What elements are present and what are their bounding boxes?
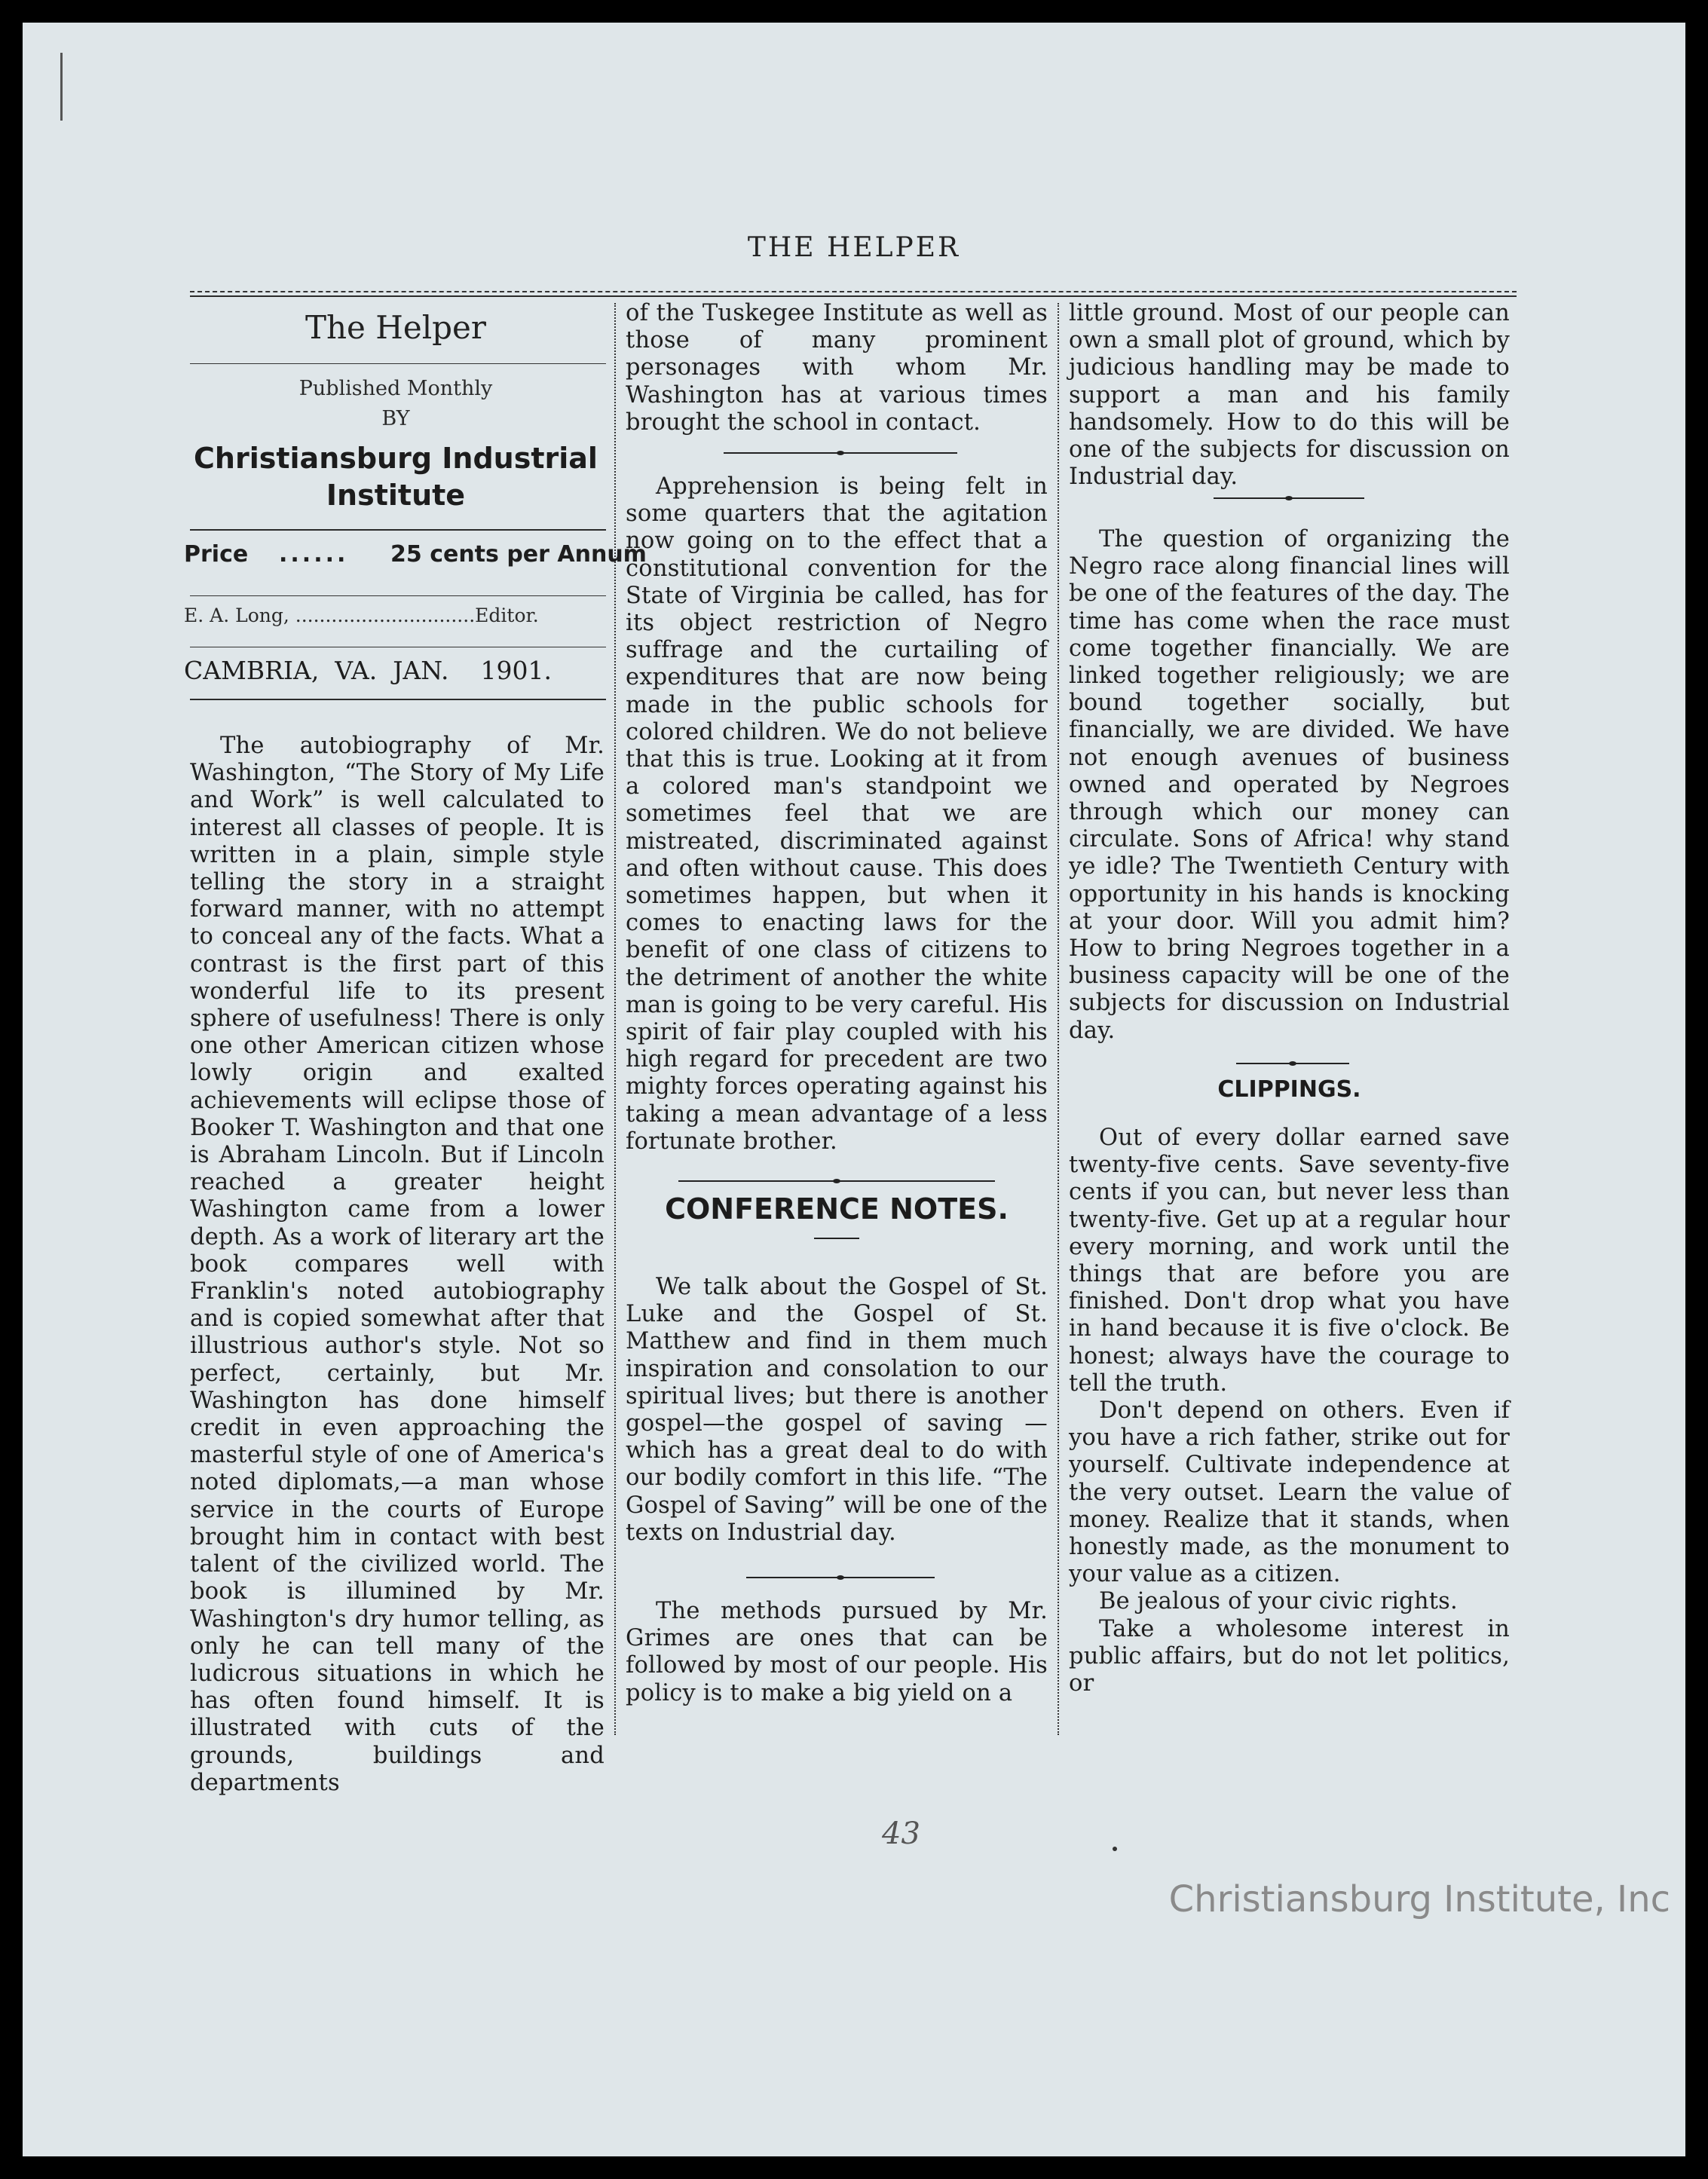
speck bbox=[1113, 1847, 1117, 1851]
article-grimes-text: The methods pursued by Mr. Grimes are ones that can be followed by most of our people. His policy is to make a big yield on a bbox=[626, 1598, 1048, 1706]
article-gospel-text: We talk about the Gospel of St. Luke and the Gospel of St. Matthew and find in them much inspiration and consolation to our spiritual lives; but there is another gospel—the gospel of saving —which has a great deal to do with our bodily comfort in this life. “The Gospel of Saving” will be one of the texts on Industrial day. bbox=[626, 1274, 1048, 1546]
top-rule bbox=[190, 291, 1517, 292]
dateline: CAMBRIA, VA. JAN. 1901. bbox=[184, 656, 552, 685]
scanned-page bbox=[23, 23, 1685, 2156]
price-value: 25 cents per Annum bbox=[390, 541, 647, 568]
separator-dot bbox=[1285, 496, 1293, 500]
heading-underline bbox=[814, 1238, 859, 1239]
column-2 bbox=[626, 300, 1048, 436]
article-autobiography-cont: of the Tuskegee Institute as well as those of many prominent personages with whom Mr. Washington has at various times brought the school in contact. bbox=[626, 300, 1048, 436]
running-title: THE HELPER bbox=[747, 232, 961, 263]
masthead-title: The Helper bbox=[305, 309, 486, 346]
column-3 bbox=[1069, 300, 1510, 491]
page-number: 43 bbox=[882, 1816, 920, 1851]
article-grimes bbox=[626, 1598, 1048, 1707]
article-apprehension bbox=[626, 473, 1048, 1155]
heading-clippings: CLIPPINGS. bbox=[1217, 1076, 1361, 1103]
article-clippings bbox=[1069, 1125, 1510, 1697]
separator-dot bbox=[837, 451, 844, 455]
masthead-publisher-line1: Christiansburg Industrial bbox=[194, 442, 598, 475]
heading-conference-notes: CONFERENCE NOTES. bbox=[665, 1192, 1009, 1226]
clipping-paragraph: Take a wholesome interest in public affairs, but do not let politics, or bbox=[1069, 1615, 1510, 1697]
article-gospel-of-saving bbox=[626, 1274, 1048, 1547]
separator-dot bbox=[837, 1575, 844, 1580]
masthead-published: Published Monthly bbox=[298, 377, 493, 400]
article-grimes-cont: little ground. Most of our people can own a small plot of ground, which by judicious handling may be made to support a man and his family handsomely. How to do this will be one of the subjects for discussion on Industrial day. bbox=[1069, 300, 1510, 491]
article-financial-text: The question of organizing the Negro race along financial lines will be one of the features of the day. The time has come when the race must come together financially. We are linked together religiously; we are bound together socially, but financially, we are divided. We have not enough avenues of business owned and operated by Negroes through which our money can circulate. Sons of Africa! why stand ye idle? The Twentieth Century with opportunity in his hands is knocking at your door. Will you admit him? How to bring Negroes together in a business capacity will be one of the subjects for discussion on Industrial day. bbox=[1069, 526, 1510, 1044]
article-financial bbox=[1069, 526, 1510, 1045]
editor-line: E. A. Long, ..............................Editor. bbox=[184, 604, 539, 626]
clipping-paragraph: Be jealous of your civic rights. bbox=[1099, 1588, 1458, 1615]
masthead-rule-2 bbox=[190, 529, 606, 531]
masthead-rule-5 bbox=[190, 699, 606, 700]
top-rule-2 bbox=[190, 295, 1517, 297]
price-label: Price bbox=[184, 541, 249, 568]
masthead-by: BY bbox=[381, 407, 410, 430]
article-autobiography: The autobiography of Mr. Washington, “The Story of My Life and Work” is well calculated to interest all classes of people. It is written in a plain, simple style telling the story in a straight forward manner, with no attempt to conceal any of the facts. What a contrast is the first part of this wonderful life to its present sphere of usefulness! There is only one other American citizen whose lowly origin and exalted achievements will eclipse those of Booker T. Washington and that one is Abraham Lincoln. But if Lincoln reached a greater height Washington came from a lower depth. As a work of literary art the book compares well with Franklin's noted autobiography and is copied somewhat after that illustrious author's style. Not so perfect, certainly, but Mr. Washington has done himself credit in even approaching the masterful style of one of America's noted diplomats,—a man whose service in the courts of Europe brought him in contact with best talent of the civilized world. The book is illumined by Mr. Washington's dry humor telling, as only he can tell many of the ludicrous situations in which he has often found himself. It is illustrated with cuts of the grounds, buildings and departments bbox=[190, 733, 605, 1796]
column-divider-2 bbox=[1058, 303, 1059, 1735]
separator-dot bbox=[1289, 1061, 1296, 1066]
edge-mark bbox=[60, 53, 63, 121]
separator-dot bbox=[833, 1179, 840, 1183]
clipping-paragraph: Don't depend on others. Even if you have a rich father, strike out for yourself. Cultivate independence at the very outset. Learn the value of money. Realize that it stands, when honestly made, as the monument to your value as a citizen. bbox=[1069, 1397, 1510, 1588]
watermark: Christiansburg Institute, Inc bbox=[1168, 1878, 1670, 1920]
column-divider-1 bbox=[614, 303, 616, 1735]
masthead-publisher-line2: Institute bbox=[326, 479, 466, 512]
clipping-paragraph: Out of every dollar earned save twenty-five cents. Save seventy-five cents if you can, but never less than twenty-five. Get up at a regular hour every morning, and work until the things that are before you are finished. Don't drop what you have in hand because it is five o'clock. Be honest; always have the courage to tell the truth. bbox=[1069, 1125, 1510, 1397]
price-dots: ...... bbox=[279, 541, 349, 568]
column-1 bbox=[190, 733, 605, 1797]
masthead-rule-1 bbox=[190, 363, 606, 364]
article-apprehension-text: Apprehension is being felt in some quarters that the agitation now going on to the effect that a constitutional convention for the State of Virginia be called, has for its object restriction of Negro suffrage and the curtailing of expenditures that are now being made in the public schools for colored children. We do not believe that this is true. Looking at it from a colored man's standpoint we sometimes feel that we are mistreated, discriminated against and often without cause. This does sometimes happen, but when it comes to enacting laws for the benefit of one class of citizens to the detriment of another the white man is going to be very careful. His spirit of fair play coupled with his high regard for precedent are two mighty forces operating against his taking a mean advantage of a less fortunate brother. bbox=[626, 473, 1048, 1155]
masthead-rule-3 bbox=[190, 595, 606, 596]
